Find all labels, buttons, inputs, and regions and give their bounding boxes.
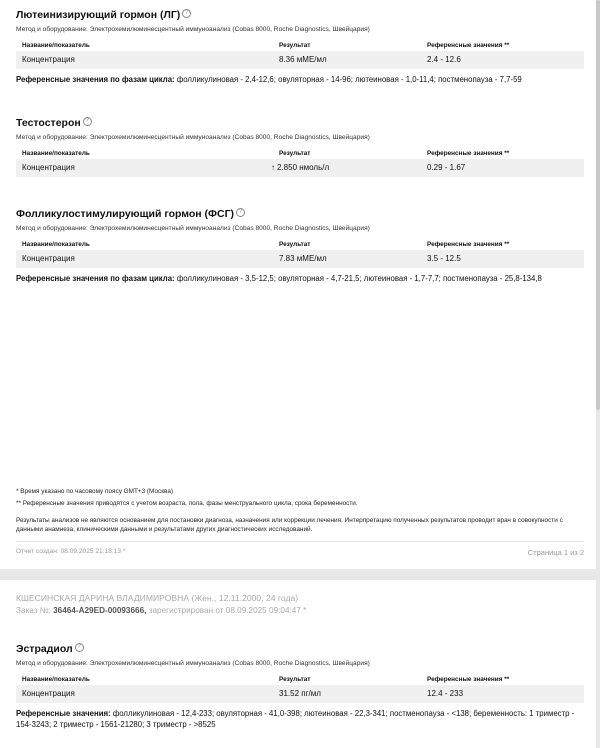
reference-phases: Референсные значения по фазам цикла: фолликулиновая - 3,5-12,5; овуляторная - 4,7-21,5; лютеиновая - 1,7-7,7; постменопауза - 25,8-134,8: [16, 274, 542, 283]
row-name: Концентрация: [22, 254, 75, 263]
info-circle-icon[interactable]: ?: [75, 643, 84, 652]
row-result: 8.36 мМЕ/мл: [279, 55, 327, 64]
table-row: [16, 159, 584, 177]
reference-values: Референсные значения: фолликулиновая - 12,4-233; овуляторная - 41,0-398; лютеиновая - 22,3-341; постменопауза - <138; беременность: 1 триместр - 154-3243; 2 триместр - 1561-21280; 3 триместр - >8525: [16, 709, 575, 729]
row-reference: 12.4 - 233: [427, 689, 464, 698]
header-result: Результат: [279, 42, 311, 49]
order-info: Заказ №: 36464-A29ED-00093666, зарегистрирован от 08.09.2025 09:04:47 *: [16, 606, 307, 615]
table-header: [16, 39, 584, 51]
header-result: Результат: [279, 241, 311, 248]
row-name: Концентрация: [22, 163, 75, 172]
patient-info: КШЕСИНСКАЯ ДАРИНА ВЛАДИМИРОВНА (Жен., 12.11.2000, 24 года): [16, 593, 299, 603]
header-result: Результат: [279, 676, 311, 683]
page-number: Страница 1 из 2: [527, 548, 584, 557]
section-estradiol: [16, 642, 584, 730]
table-row: [16, 685, 584, 703]
footnote-references: ** Референсные значения приводятся с учетом возраста, пола, фазы менструального цикла, срока беременности.: [16, 500, 358, 507]
footnote-timezone: * Время указано по часовому поясу GMT+3 (Москва): [16, 488, 174, 495]
scrollbar-thumb[interactable]: [596, 0, 600, 410]
info-circle-icon[interactable]: ?: [182, 9, 191, 18]
method-line: Метод и оборудование: Электрохемилюминесцентный иммуноанализ (Cobas 8000, Roche Diagnostics, Швейцария): [16, 134, 370, 141]
row-name: Концентрация: [22, 689, 75, 698]
header-reference: Референсные значения **: [427, 150, 510, 157]
method-line: Метод и оборудование: Электрохемилюминесцентный иммуноанализ (Cobas 8000, Roche Diagnostics, Швейцария): [16, 225, 370, 232]
disclaimer: Результаты анализов не являются основанием для постановки диагноза, назначения или коррекции лечения. Интерпретацию полученных результатов проводит врач в совокупности с данными анамнеза, клиническими данными и результатами других диагностических исследований.: [16, 517, 563, 533]
header-reference: Референсные значения **: [427, 241, 510, 248]
row-result: 7.83 мМЕ/мл: [279, 254, 327, 263]
method-line: Метод и оборудование: Электрохемилюминесцентный иммуноанализ (Cobas 8000, Roche Diagnostics, Швейцария): [16, 26, 370, 33]
report-page-2: [0, 580, 596, 748]
header-reference: Референсные значения **: [427, 676, 510, 683]
section-testosterone: [16, 116, 584, 177]
section-fsh: [16, 207, 584, 284]
row-result: 2.850 нмоль/л: [277, 163, 330, 172]
table-row: [16, 51, 584, 69]
footer-divider: [16, 541, 584, 542]
info-circle-icon[interactable]: ?: [83, 117, 92, 126]
scrollbar-track[interactable]: [596, 0, 600, 748]
reference-phases: Референсные значения по фазам цикла: фолликулиновая - 2,4-12,6; овуляторная - 14-96; лютеиновая - 1,0-11,4; постменопауза - 7,7-59: [16, 75, 522, 84]
report-created: Отчет создан: 08.09.2025 21:18:13 *: [16, 548, 126, 555]
section-title: Лютеинизирующий гормон (ЛГ): [16, 9, 181, 21]
section-title: Тестостерон: [16, 117, 81, 129]
method-line: Метод и оборудование: Электрохемилюминесцентный иммуноанализ (Cobas 8000, Roche Diagnostics, Швейцария): [16, 660, 370, 667]
header-name: Название/показатель: [22, 42, 90, 49]
section-lh: [16, 8, 584, 85]
row-reference: 2.4 - 12.6: [427, 55, 461, 64]
arrow-up-icon: ↑: [271, 163, 275, 172]
header-name: Название/показатель: [22, 150, 90, 157]
info-circle-icon[interactable]: ?: [236, 208, 245, 217]
row-result: 31.52 пг/мл: [279, 689, 321, 698]
header-result: Результат: [279, 150, 311, 157]
header-reference: Референсные значения **: [427, 42, 510, 49]
table-header: [16, 147, 584, 159]
table-header: [16, 238, 584, 250]
section-title: Фолликулостимулирующий гормон (ФСГ): [16, 208, 235, 220]
row-reference: 3.5 - 12.5: [427, 254, 461, 263]
section-title: Эстрадиол: [16, 643, 73, 655]
order-number: 36464-A29ED-00093666,: [53, 606, 147, 615]
row-name: Концентрация: [22, 55, 75, 64]
table-header: [16, 673, 584, 685]
header-name: Название/показатель: [22, 241, 90, 248]
table-row: [16, 250, 584, 268]
row-reference: 0.29 - 1.67: [427, 163, 466, 172]
header-name: Название/показатель: [22, 676, 90, 683]
